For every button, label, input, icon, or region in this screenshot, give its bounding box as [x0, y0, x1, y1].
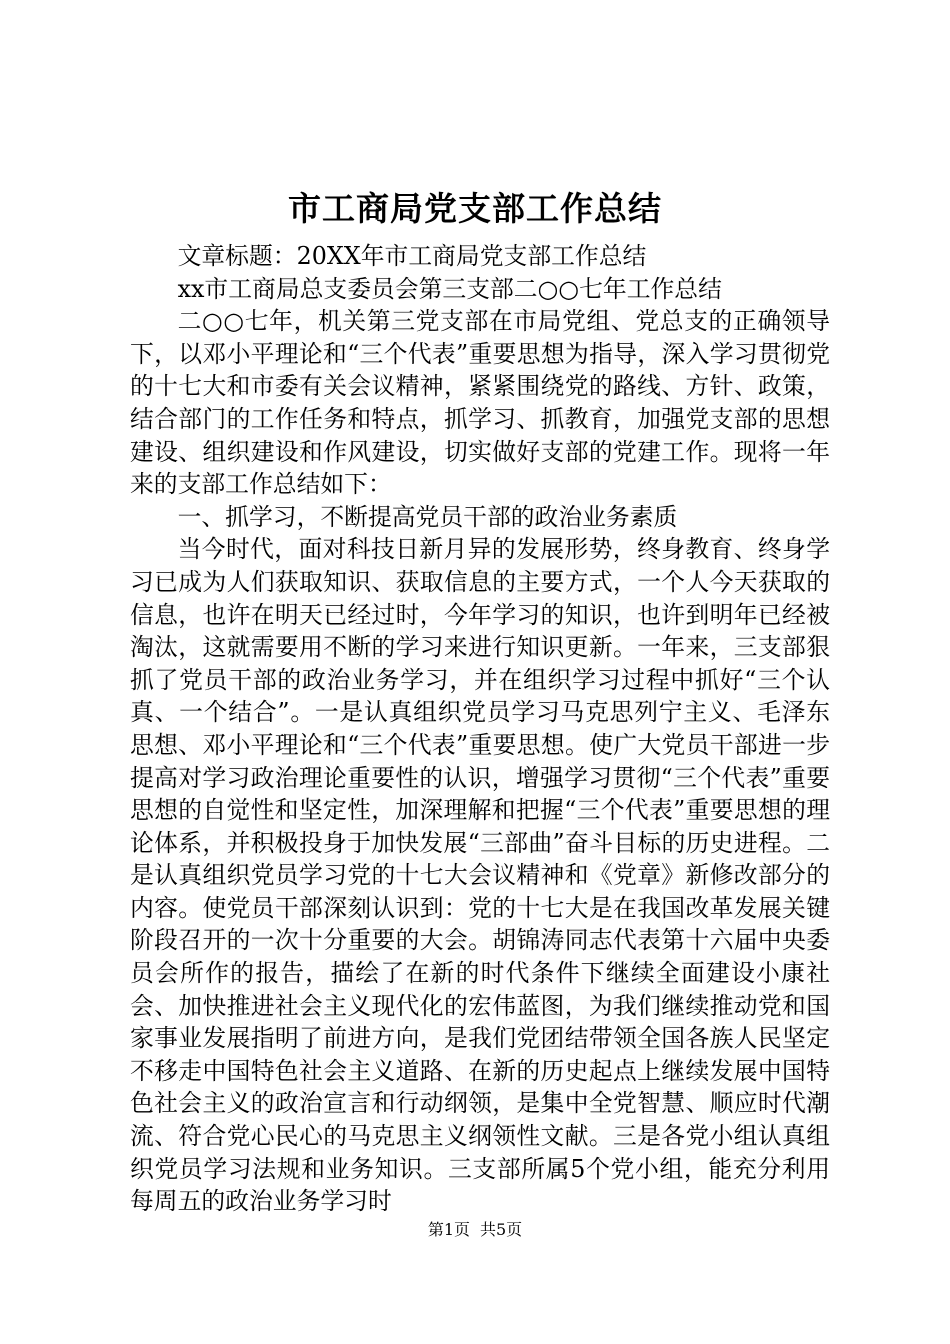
page-number: 第1页 — [427, 1220, 470, 1239]
article-heading-line: 文章标题：20XX年市工商局党支部工作总结 — [177, 242, 647, 270]
document-title: 市工商局党支部工作总结 — [288, 189, 662, 228]
page-total: 共5页 — [480, 1220, 523, 1239]
body-paragraph: 当今时代，面对科技日新月异的发展形势，终身教育、终身学习已成为人们获取知识、获取信息的主要方式，一个人今天获取的信息，也许在明天已经过时，今年学习的知识，也许到明年已经被淘汰，这就需要用不断的学习来进行知识更新。一年来，三支部狠抓了党员干部的政治业务学习，并在组织学习过程中抓好“三个认真、一个结合”。一是认真组织党员学习马克思列宁主义、毛泽东思想、邓小平理论和“三个代表”重要思想。使广大党员干部进一步提高对学习政治理论重要性的认识，增强学习贯彻“三个代表”重要思想的自觉性和坚定性，加深理解和把握“三个代表”重要思想的理论体系，并积极投身于加快发展“三部曲”奋斗目标的历史进程。二是认真组织党员学习党的十七大会议精神和《党章》新修改部分的内容。使党员干部深刻认识到：党的十七大是在我国改革发展关键阶段召开的一次十分重要的大会。胡锦涛同志代表第十六届中央委员会所作的报告，描绘了在新的时代条件下继续全面建设小康社会、加快推进社会主义现代化的宏伟蓝图，为我们继续推动党和国家事业发展指明了前进方向，是我们党团结带领全国各族人民坚定不移走中国特色社会主义道路、在新的历史起点上继续发展中国特色社会主义的政治宣言和行动纲领，是集中全党智慧、顺应时代潮流、符合党心民心的马克思主义纲领性文献。三是各党小组认真组织党员学习法规和业务知识。三支部所属5个党小组，能充分利用每周五的政治业务学习时 — [130, 535, 830, 1216]
subtitle-line: xx市工商局总支委员会第三支部二○○七年工作总结 — [177, 274, 722, 303]
intro-paragraph: 二○○七年，机关第三党支部在市局党组、党总支的正确领导下，以邓小平理论和“三个代表”重要思想为指导，深入学习贯彻党的十七大和市委有关会议精神，紧紧围绕党的路线、方针、政策，结合部门的工作任务和特点，抓学习、抓教育，加强党支部的思想建设、组织建设和作风建设，切实做好支部的党建工作。现将一年来的支部工作总结如下： — [130, 307, 830, 499]
page-footer — [0, 1218, 950, 1242]
document-body — [130, 240, 830, 1218]
section-heading: 一、抓学习，不断提高党员干部的政治业务素质 — [177, 502, 678, 531]
